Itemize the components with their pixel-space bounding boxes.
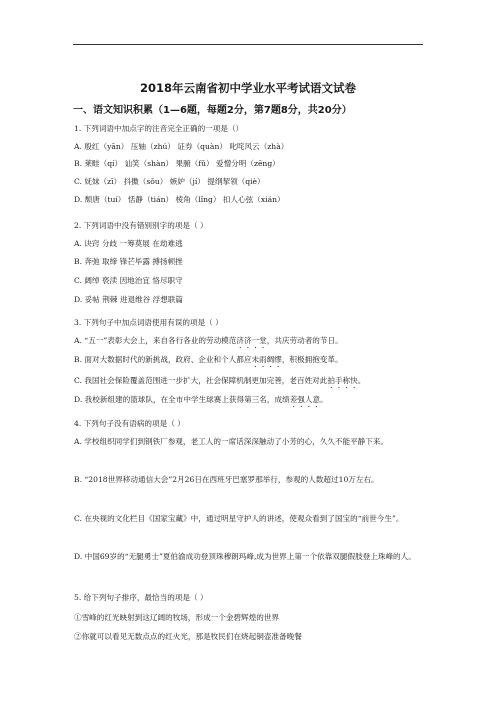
q5-stem: 5. 给下列句子排序，最恰当的项是（ ） [74,593,208,602]
section-heading: 一、语文知识积累（1—6题，每题2分，第7题8分，共20分） [73,105,352,116]
q1-option-a: A. 殷红（yān） 压轴（zhú） 证券（quàn） 叱咤风云（zhà） [74,142,289,151]
q3-d-text: D. 我校新组建的篮球队，在全市中学生球赛上获得第三名，成绩 [74,395,290,404]
q4-option-c: C. 在央视的文化栏目《国家宝藏》中，通过明星守护人的讲述，使观众看到了国宝的“前世今生”。 [74,514,404,523]
q1-option-d: D. 颓唐（tuí） 恬静（tián） 棱角（lǐng） 扣人心弦（xián） [74,195,285,204]
q4-stem: 4. 下列句子没有语病的项是（ ） [74,419,185,428]
q3-option-d [74,395,328,409]
q3-option-a [74,336,343,350]
exam-title: 2018年云南省初中学业水平考试语文试卷 [139,81,356,95]
q3-c-tail: 。 [357,376,366,385]
q3-d-tail: 。 [320,395,328,404]
q2-option-d: D. 妥帖 荆棘 进退维谷 浮想联篇 [74,295,184,304]
q5-sentence-1: ①雪峰的红光映射到这辽阔的牧场，形成一个金碧辉煌的世界 [74,613,280,622]
q1-stem: 1. 下列词语中加点字的注音完全正确的一项是（） [74,124,244,133]
q2-option-b: B. 奔弛 取缔 锋芒毕露 搏扬顿挫 [74,257,183,266]
q2-stem: 2. 下列词语中没有错别别字的项是（ ） [74,221,208,230]
q3-b-tail: ，积极拥抱变革。 [281,355,343,364]
q1-option-c: C. 妩妹（zī） 抖擞（sǒu） 嫉妒（jí） 提纲挈领（qiè） [74,177,265,186]
q3-a-dotted: 济济一堂 [236,336,267,345]
q4-option-a: A. 学校组织同学们到钢铁厂参观，老工人的一席话深深触动了小芳的心，久久不能平静下来。 [74,437,389,446]
q3-b-text: B. 面对大数据时代的新挑战，政府、企业和个人都应 [74,355,252,364]
q3-a-text: A. “五一”表彰大会上，来自各行各业的劳动模范 [74,336,237,345]
q4-option-b: B. “2018世界移动通信大会”2月26日在西班牙巴塞罗那举行，参观的人数超过10万左右。 [74,475,379,484]
q3-option-c [74,376,365,390]
q3-b-dotted: 未雨绸缪 [251,355,282,364]
header-rule [73,44,423,45]
q3-stem: 3. 下列句子中加点词语使用有误的项是（ ） [74,318,223,327]
q2-option-c: C. 阔绰 亵渎 因地治宜 恪尽职守 [74,276,183,285]
q3-option-b [74,355,343,369]
q3-d-dotted: 差强人意 [289,395,321,404]
q3-c-dotted: 拍手称快 [327,376,358,385]
q4-option-d: D. 中国69岁的“无腿勇士”夏伯渝成功登顶珠穆朗玛峰,成为世界上第一个依靠双腿假肢登上珠峰的人。 [74,552,416,561]
q1-option-b: B. 莱畦（qí） 讪笑（shàn） 果腑（fǔ） 爱憎分明（zēng） [74,159,280,168]
q3-c-text: C. 我国社会保险覆盖范围进一步扩大，社会保障机制更加完善，老百姓对此 [74,376,328,385]
q3-a-tail: ，共庆劳动者的节日。 [266,336,343,345]
q2-option-a: A. 诀窍 分歧 一筹莫展 在劫难逃 [74,239,183,248]
q5-sentence-2: ②你就可以看见无数点点的红火光，那是牧民们在烧起铜壶准备晚餐 [74,632,302,641]
